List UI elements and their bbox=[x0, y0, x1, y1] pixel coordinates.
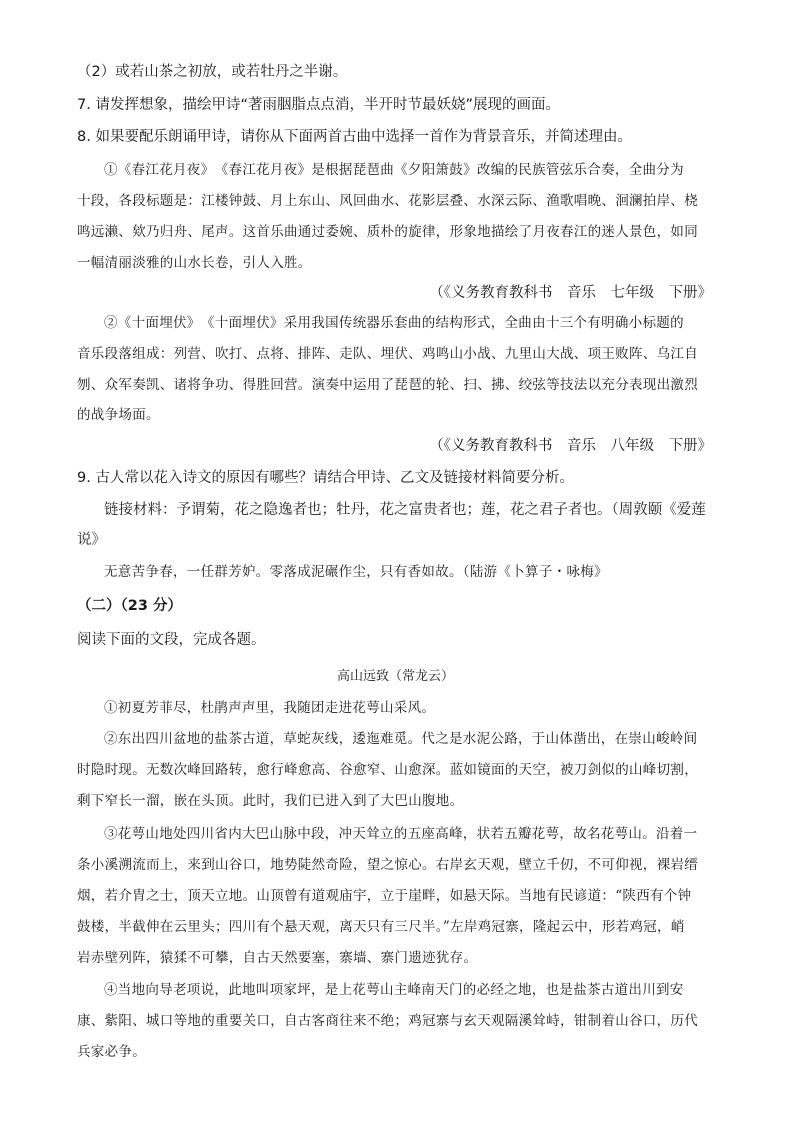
section-heading: （二）（23 分） bbox=[77, 598, 182, 614]
music-2-line-1: ②《十面埋伏》 《十面埋伏》采用我国传统器乐套曲的结构形式，全曲由十三个有明确小标题的 bbox=[104, 315, 684, 331]
link-material-line-2: 说》 bbox=[77, 532, 106, 548]
para-3-line-4: 鼓楼，半截伸在云里头；四川有个悬天观，离天只有三尺半。”左岸鸡冠寨，隆起云中，形若鸡冠，峭 bbox=[77, 919, 685, 935]
music-2-source: （《义务教育教科书 音乐 八年级 下册》 bbox=[429, 438, 712, 454]
question-9: 9. 古人常以花入诗文的原因有哪些？请结合甲诗、乙文及链接材料简要分析。 bbox=[77, 470, 574, 486]
para-3-line-5: 岩赤壁列阵，猿猱不可攀，自古天然要塞，寨墙、寨门遗迹犹存。 bbox=[77, 950, 478, 966]
reading-instruction: 阅读下面的文段，完成各题。 bbox=[77, 632, 266, 648]
para-3-line-1: ③花萼山地处四川省内大巴山脉中段，冲天耸立的五座高峰，状若五瓣花萼，故名花萼山。沿着一 bbox=[104, 826, 698, 842]
article-title: 高山远致（常龙云） bbox=[337, 669, 455, 684]
question-8: 8. 如果要配乐朗诵甲诗，请你从下面两首古曲中选择一首作为背景音乐，并简述理由。 bbox=[77, 129, 632, 145]
para-4-line-1: ④当地向导老项说，此地叫项家坪，是上花萼山主峰南天门的必经之地，也是盐茶古道出川到安 bbox=[104, 982, 684, 998]
para-2-line-2: 时隐时现。无数次峰回路转，愈行峰愈高、谷愈窄、山愈深。蓝如镜面的天空，被刀剑似的山峰切割， bbox=[77, 762, 698, 778]
music-2-line-2: 音乐段落组成：列营、吹打、点将、排阵、走队、埋伏、鸡鸣山小战、九里山大战、项王败阵、乌江自 bbox=[77, 346, 698, 362]
music-2-line-4: 的战争场面。 bbox=[77, 407, 160, 423]
para-4-line-2: 康、紫阳、城口等地的重要关口，自古客商往来不绝；鸡冠寨与玄天观隔溪耸峙，钳制着山谷口，历代 bbox=[77, 1013, 698, 1029]
music-1-line-3: 鸣远濑、欸乃归舟、尾声。这首乐曲通过委婉、质朴的旋律，形象地描绘了月夜春江的迷人景色，如同 bbox=[77, 224, 698, 240]
music-1-line-1: ①《春江花月夜》 《春江花月夜》是根据琵琶曲《夕阳箫鼓》改编的民族管弦乐合奏，全曲分为 bbox=[104, 162, 684, 178]
music-1-line-2: 十段，各段标题是：江楼钟鼓、月上东山、风回曲水、花影层叠、水深云际、渔歌唱晚、洄澜拍岸、桡 bbox=[77, 193, 698, 209]
para-2-line-1: ②东出四川盆地的盐茶古道，草蛇灰线，逶迤难觅。代之是水泥公路，于山体凿出，在崇山峻岭间 bbox=[104, 731, 698, 747]
para-2-line-3: 剩下窄长一溜，嵌在头顶。此时，我们已进入到了大巴山腹地。 bbox=[77, 793, 464, 809]
para-3-line-2: 条小溪溯流而上，来到山谷口，地势陡然奇险，望之惊心。右岸玄天观，壁立千仞，不可仰视，裸岩缙 bbox=[77, 857, 698, 873]
para-1: ①初夏芳菲尽，杜鹃声声里，我随团走进花萼山采风。 bbox=[104, 700, 436, 716]
music-2-line-3: 刎、众军奏凯、诸将争功、得胜回营。演奏中运用了琵琶的轮、扫、拂、绞弦等技法以充分表现出激烈 bbox=[77, 377, 698, 393]
music-1-line-4: 一幅清丽淡雅的山水长卷，引人入胜。 bbox=[77, 255, 312, 271]
link-material-poem: 无意苦争春，一任群芳妒。零落成泥碾作尘，只有香如故。（陆游《卜算子・咏梅》 bbox=[104, 564, 608, 580]
question-7: 7. 请发挥想象，描绘甲诗“著雨胭脂点点消，半开时节最妖娆”展现的画面。 bbox=[77, 97, 560, 113]
answer-line-2: （2）或若山茶之初放，或若牡丹之半谢。 bbox=[77, 64, 348, 80]
music-1-source: （《义务教育教科书 音乐 七年级 下册》 bbox=[429, 285, 712, 301]
link-material-line-1: 链接材料：予谓菊，花之隐逸者也；牡丹，花之富贵者也；莲，花之君子者也。（周敦颐《爱莲 bbox=[104, 502, 706, 518]
para-4-line-3: 兵家必争。 bbox=[77, 1044, 146, 1060]
para-3-line-3: 烟，若介胄之士，顶天立地。山顶曾有道观庙宇，立于崖畔，如悬天际。当地有民谚道：“陕西有个钟 bbox=[77, 888, 692, 904]
